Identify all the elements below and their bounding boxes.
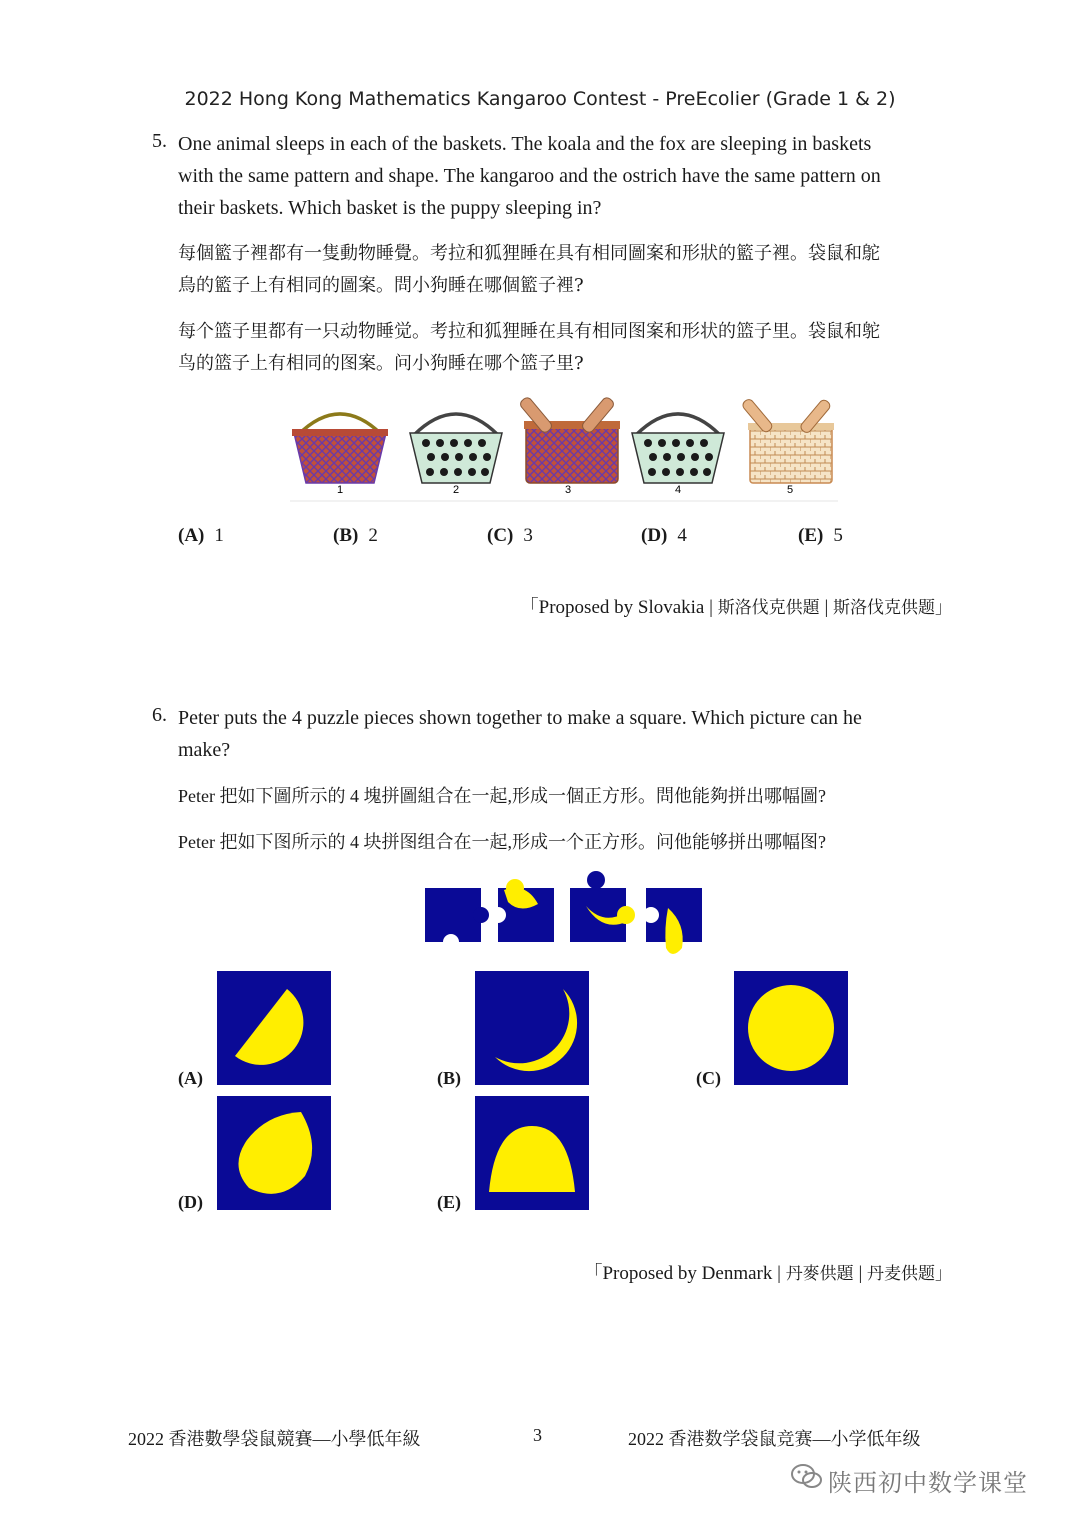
q5-credit <box>520 592 952 619</box>
q6-option-b-label: (B) <box>437 1068 461 1088</box>
basket-4 <box>632 414 724 483</box>
basket-label-4: 4 <box>674 484 682 496</box>
puzzle-piece-3 <box>570 871 635 942</box>
q5-option-c-letter: (C) <box>487 525 514 546</box>
q6-option-e-image <box>475 1096 589 1210</box>
q5-credit-sep2: | <box>824 597 829 618</box>
q5-en-line1: One animal sleeps in each of the baskets. The koala and the fox are sleeping in baskets <box>178 133 872 155</box>
puzzle-piece-2 <box>490 879 554 942</box>
q6-en-line1: Peter puts the 4 puzzle pieces shown together to make a square. Which picture can he <box>178 707 862 729</box>
q5-tc-line1: 每個籃子裡都有一隻動物睡覺。考拉和狐狸睡在具有相同圖案和形狀的籃子裡。袋鼠和鴕 <box>178 243 880 264</box>
q6-credit-en: 「Proposed by Denmark <box>583 1263 778 1284</box>
q5-option-b-letter: (B) <box>333 525 359 546</box>
q5-option-d-letter: (D) <box>641 525 668 546</box>
q5-credit-tc: 斯洛伐克供題 <box>717 598 820 618</box>
q6-option-e-label: (E) <box>437 1192 461 1212</box>
q5-en-line2: with the same pattern and shape. The kangaroo and the ostrich have the same pattern on <box>178 165 881 187</box>
q6-sc-line: Peter 把如下图所示的 4 块拼图组合在一起,形成一个正方形。问他能够拼出哪幅图? <box>178 832 826 852</box>
puzzle-piece-1 <box>425 888 489 950</box>
basket-1 <box>292 414 388 483</box>
q6-credit-sep2: | <box>858 1263 863 1284</box>
q5-option-e-letter: (E) <box>798 525 824 546</box>
q5-option-a-value: 1 <box>214 525 224 546</box>
page-header: 2022 Hong Kong Mathematics Kangaroo Contest - PreEcolier (Grade 1 & 2) <box>184 88 896 110</box>
puzzle-piece-4 <box>643 888 702 954</box>
q6-number: 6. <box>152 704 167 726</box>
basket-label-1: 1 <box>336 484 344 496</box>
q5-option-e-value: 5 <box>833 525 843 546</box>
q6-option-d-image <box>217 1096 331 1210</box>
q5-en-line3: their baskets. Which basket is the puppy sleeping in? <box>178 197 602 219</box>
puzzle-pieces <box>420 868 710 960</box>
basket-2 <box>410 414 502 483</box>
q5-number: 5. <box>152 130 167 152</box>
q6-credit-tc: 丹麥供題 <box>785 1264 854 1284</box>
footer-right: 2022 香港数学袋鼠竞赛—小学低年级 <box>628 1429 921 1449</box>
wechat-icon <box>790 1462 824 1492</box>
q6-option-c-image <box>734 971 848 1085</box>
q5-sc-line1: 每个篮子里都有一只动物睡觉。考拉和狐狸睡在具有相同图案和形状的篮子里。袋鼠和鸵 <box>178 321 880 342</box>
q6-option-d-label: (D) <box>178 1192 203 1212</box>
q6-option-c-label: (C) <box>696 1068 721 1088</box>
footer-left: 2022 香港數學袋鼠競賽—小學低年級 <box>128 1429 421 1449</box>
basket-5 <box>741 398 834 483</box>
q5-option-e <box>798 525 843 547</box>
q5-sc-line2: 鸟的篮子上有相同的图案。问小狗睡在哪个篮子里? <box>178 353 584 374</box>
q6-tc-line: Peter 把如下圖所示的 4 塊拼圖組合在一起,形成一個正方形。問他能夠拼出哪幅圖? <box>178 786 826 806</box>
q6-option-b-image <box>475 971 589 1085</box>
q5-option-a <box>178 525 224 547</box>
q5-credit-en: 「Proposed by Slovakia <box>519 597 710 618</box>
q6-credit-sep1: | <box>777 1263 781 1284</box>
basket-label-2: 2 <box>452 484 460 496</box>
basket-label-3: 3 <box>564 484 572 496</box>
page-number: 3 <box>533 1425 542 1445</box>
q5-option-b <box>333 525 378 547</box>
q5-option-d <box>641 525 687 547</box>
basket-label-5: 5 <box>786 484 794 496</box>
q5-option-c-value: 3 <box>523 525 533 546</box>
watermark-text: 陕西初中数学课堂 <box>828 1469 1028 1497</box>
q5-option-d-value: 4 <box>677 525 687 546</box>
q6-en-line2: make? <box>178 739 231 761</box>
q5-option-c <box>487 525 533 547</box>
q6-credit <box>583 1258 952 1285</box>
q5-credit-sc: 斯洛伐克供题」 <box>833 598 952 618</box>
q5-option-b-value: 2 <box>368 525 378 546</box>
q5-tc-line2: 鳥的籃子上有相同的圖案。問小狗睡在哪個籃子裡? <box>178 275 584 296</box>
q5-credit-sep1: | <box>709 597 713 618</box>
q6-option-a-label: (A) <box>178 1068 203 1088</box>
baskets-figure <box>290 395 840 505</box>
basket-3 <box>519 396 620 483</box>
q6-credit-sc: 丹麦供题」 <box>867 1264 952 1284</box>
q5-option-a-letter: (A) <box>178 525 205 546</box>
q6-option-a-image <box>217 971 331 1085</box>
